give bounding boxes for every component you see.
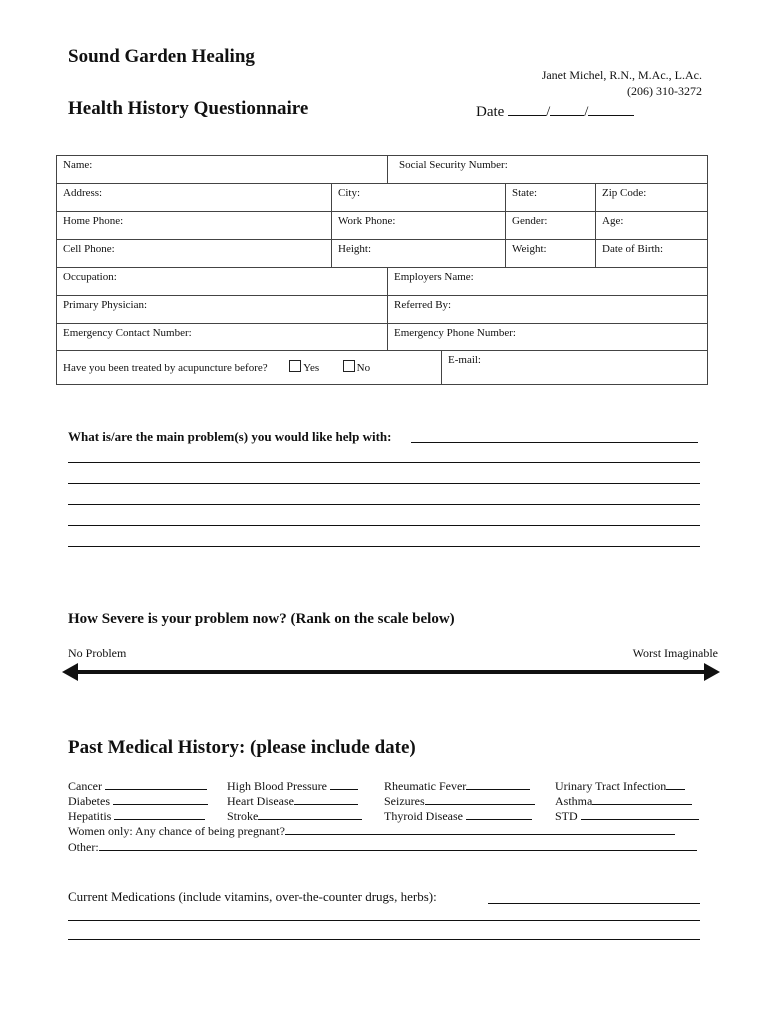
- work-phone-field[interactable]: Work Phone:: [331, 212, 505, 239]
- employer-field[interactable]: Employers Name:: [387, 268, 707, 295]
- date-label: Date: [476, 104, 505, 120]
- zip-field[interactable]: Zip Code:: [595, 184, 707, 211]
- answer-line[interactable]: [68, 483, 700, 484]
- patient-info-table: [56, 155, 708, 385]
- date-field[interactable]: [476, 101, 634, 121]
- answer-line[interactable]: [68, 504, 700, 505]
- date-day-blank[interactable]: [550, 101, 584, 116]
- other-history[interactable]: Other:: [68, 839, 697, 855]
- gender-field[interactable]: Gender:: [505, 212, 595, 239]
- no-checkbox[interactable]: [343, 360, 355, 372]
- no-label: No: [356, 362, 371, 374]
- history-item[interactable]: Stroke: [227, 808, 362, 824]
- dob-field[interactable]: Date of Birth:: [595, 240, 707, 267]
- history-item[interactable]: Asthma: [555, 793, 692, 809]
- cell-phone-field[interactable]: Cell Phone:: [63, 243, 115, 255]
- weight-field[interactable]: Weight:: [505, 240, 595, 267]
- medications-line[interactable]: [488, 903, 700, 904]
- address-field[interactable]: Address:: [63, 187, 103, 199]
- date-sep-1: /: [546, 104, 551, 120]
- answer-line[interactable]: [68, 525, 700, 526]
- severity-min-label: No Problem: [68, 646, 127, 660]
- medications-line[interactable]: [68, 939, 700, 940]
- acupuncture-label: Have you been treated by acupuncture before?: [63, 362, 268, 374]
- practice-name: Sound Garden Healing: [68, 46, 255, 67]
- medications-label: Current Medications (include vitamins, over-the-counter drugs, herbs):: [68, 889, 437, 904]
- table-row: [57, 156, 707, 184]
- home-phone-field[interactable]: Home Phone:: [63, 215, 124, 227]
- history-item[interactable]: Rheumatic Fever: [384, 778, 530, 794]
- table-row: [57, 268, 707, 296]
- history-item[interactable]: Cancer: [68, 778, 207, 794]
- history-item[interactable]: Hepatitis: [68, 808, 205, 824]
- occupation-field[interactable]: Occupation:: [63, 271, 117, 283]
- severity-title: How Severe is your problem now? (Rank on the scale below): [68, 611, 455, 627]
- yes-label: Yes: [303, 362, 320, 374]
- date-sep-2: /: [584, 104, 589, 120]
- table-row: [57, 184, 707, 212]
- severity-max-label: Worst Imaginable: [632, 646, 718, 660]
- emergency-phone-field[interactable]: Emergency Phone Number:: [387, 324, 707, 350]
- date-month-blank[interactable]: [508, 101, 546, 116]
- table-row: [57, 351, 707, 384]
- history-title: Past Medical History: (please include date): [68, 737, 416, 758]
- emergency-contact-field[interactable]: Emergency Contact Number:: [63, 327, 192, 339]
- practitioner-block: [542, 67, 702, 99]
- email-field[interactable]: E-mail:: [441, 351, 707, 384]
- table-row: [57, 296, 707, 324]
- referred-field[interactable]: Referred By:: [387, 296, 707, 323]
- physician-field[interactable]: Primary Physician:: [63, 299, 148, 311]
- city-field[interactable]: City:: [331, 184, 505, 211]
- answer-line[interactable]: [68, 462, 700, 463]
- age-field[interactable]: Age:: [595, 212, 707, 239]
- table-row: [57, 212, 707, 240]
- pregnant-question[interactable]: Women only: Any chance of being pregnant?: [68, 823, 675, 839]
- history-item[interactable]: Seizures: [384, 793, 535, 809]
- ssn-field[interactable]: Social Security Number:: [387, 156, 707, 183]
- practitioner-phone: (206) 310-3272: [627, 84, 702, 98]
- history-item[interactable]: STD: [555, 808, 699, 824]
- height-field[interactable]: Height:: [331, 240, 505, 267]
- history-item[interactable]: High Blood Pressure: [227, 778, 358, 794]
- table-row: [57, 240, 707, 268]
- yes-checkbox[interactable]: [289, 360, 301, 372]
- state-field[interactable]: State:: [505, 184, 595, 211]
- history-item[interactable]: Diabetes: [68, 793, 208, 809]
- form-title: Health History Questionnaire: [68, 98, 309, 119]
- history-item[interactable]: Thyroid Disease: [384, 808, 532, 824]
- history-item[interactable]: Heart Disease: [227, 793, 358, 809]
- right-arrowhead: [704, 663, 720, 681]
- medications-line[interactable]: [68, 920, 700, 921]
- answer-line[interactable]: [411, 442, 698, 443]
- main-problem-question: What is/are the main problem(s) you would like help with:: [68, 429, 392, 444]
- date-year-blank[interactable]: [588, 101, 634, 116]
- left-arrowhead: [62, 663, 78, 681]
- acupuncture-question: [57, 351, 441, 384]
- scale-line: [76, 670, 706, 674]
- history-item[interactable]: Urinary Tract Infection: [555, 778, 685, 794]
- practitioner-name: Janet Michel, R.N., M.Ac., L.Ac.: [541, 68, 702, 82]
- answer-line[interactable]: [68, 546, 700, 547]
- table-row: [57, 324, 707, 351]
- name-field[interactable]: Name:: [63, 159, 93, 171]
- severity-scale-arrow[interactable]: [60, 660, 722, 684]
